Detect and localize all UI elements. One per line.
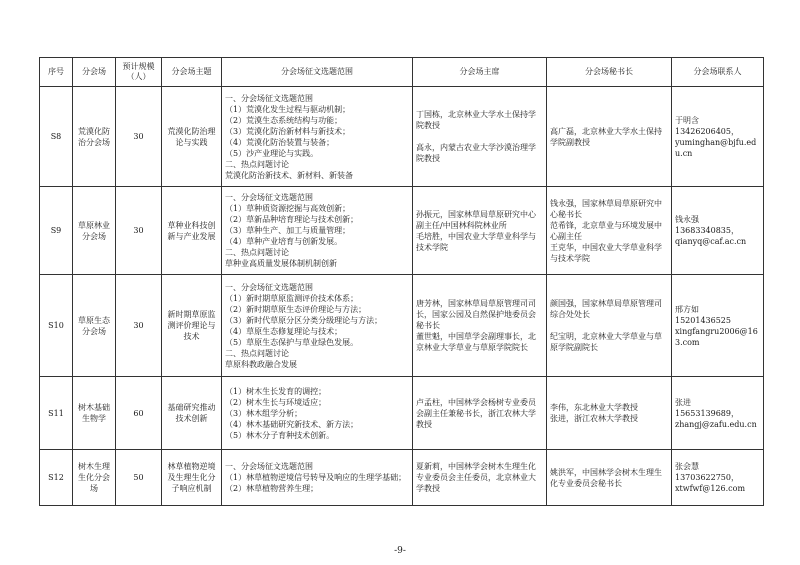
- scope-line: 草原科教政融合发展: [225, 359, 297, 369]
- secretary-entry: 高广磊，北京林业大学水土保持学院副教授: [550, 126, 662, 147]
- chair-cell: [413, 275, 547, 377]
- scope-line: （1）林草植物逆境信号转导及响应的生理学基础；: [225, 473, 407, 482]
- scope-cell: [222, 87, 413, 187]
- contact-phone: 13683340835，: [675, 226, 739, 235]
- scope-line: 二、热点问题讨论: [225, 348, 289, 358]
- header-row: [40, 58, 764, 87]
- secretary-cell: [547, 275, 672, 377]
- table-row: [40, 377, 764, 450]
- scope-line: （3）新时代草原分区分类分级理论与方法；: [225, 315, 383, 325]
- scope-line: （1）树木生长发育的调控；: [225, 386, 327, 396]
- contact-cell: [672, 275, 764, 377]
- row-number: S9: [40, 187, 73, 275]
- secretary-entry: 纪宝明，北京林业大学草业与草原学院副院长: [550, 332, 662, 352]
- contact-email: xtwfwf@126.com: [675, 484, 746, 493]
- scope-line: （5）林木分子育种技术创新。: [225, 430, 335, 440]
- row-number: S11: [40, 377, 73, 450]
- scope-line: （4）荒漠化防治装置与装备；: [225, 137, 335, 147]
- scope-cell: [222, 450, 413, 506]
- header-cell: 分会场主席: [413, 58, 547, 87]
- scope-line: （3）林木组学分析；: [225, 408, 303, 418]
- expected-size: 60: [116, 377, 162, 450]
- scope-line: 一、分会场征文选题范围: [225, 282, 313, 292]
- venue-theme: 林草植物逆境及生理生化分子响应机制: [162, 450, 222, 506]
- contact-name: 张进: [675, 397, 691, 407]
- scope-line: 一、分会场征文选题范围: [225, 462, 313, 471]
- contact-name: 邢方如: [675, 304, 699, 314]
- chair-entry: 董世魁，中国草学会副理事长，北京林业大学草业与草原学院院长: [416, 332, 536, 352]
- row-number: S10: [40, 275, 73, 377]
- contact-email: qianyq@caf.ac.cn: [675, 237, 747, 246]
- venue-name: 荒漠化防治分会场: [73, 87, 116, 187]
- contact-name: 钱永强: [675, 215, 699, 224]
- header-cell: 序号: [40, 58, 73, 87]
- scope-line: 二、热点问题讨论: [225, 159, 289, 169]
- venue-name: 草原生态分会场: [73, 275, 116, 377]
- chair-entry: 唐芳林，国家林草局草原管理司司长，国家公园及自然保护地委员会秘书长: [416, 299, 536, 330]
- venue-name: 树木基础生物学: [73, 377, 116, 450]
- expected-size: 30: [116, 275, 162, 377]
- contact-email: yuminghan@bjfu.edu.cn: [675, 137, 757, 158]
- scope-line: （5）沙产业理论与实践。: [225, 148, 319, 158]
- contact-phone: 15201436525: [675, 315, 731, 325]
- scope-line: 荒漠化防治新技术、新材料、新装备: [225, 170, 353, 180]
- contact-email: xingfangru2006@163.com: [675, 326, 758, 347]
- header-cell: 分会场征文选题范围: [222, 58, 413, 87]
- expected-size: 30: [116, 187, 162, 275]
- chair-cell: [413, 187, 547, 275]
- scope-line: （3）草种生产、加工与质量管理；: [225, 226, 351, 235]
- contact-name: 于明含: [675, 115, 699, 125]
- venue-table: [39, 57, 764, 506]
- chair-cell: [413, 87, 547, 187]
- secretary-cell: [547, 87, 672, 187]
- table-row: [40, 275, 764, 377]
- secretary-cell: [547, 377, 672, 450]
- venue-theme: 草种业科技创新与产业发展: [162, 187, 222, 275]
- scope-line: （2）林草植物营养生理；: [225, 484, 319, 493]
- header-cell: 分会场联系人: [672, 58, 764, 87]
- contact-phone: 15653139689，: [675, 408, 739, 418]
- scope-line: （2）草新品种培育理论与技术创新；: [225, 215, 359, 224]
- scope-line: （4）林木基础研究新技术、新方法；: [225, 419, 359, 429]
- contact-cell: [672, 87, 764, 187]
- venue-theme: 新时期草原监测评价理论与技术: [162, 275, 222, 377]
- scope-line: 一、分会场征文选题范围: [225, 193, 313, 202]
- chair-entry: 卢孟柱，中国林学会杨树专业委员会副主任兼秘书长，浙江农林大学教授: [416, 397, 536, 429]
- scope-line: （1）草种质资源挖掘与高效创新；: [225, 204, 351, 213]
- scope-line: （4）草原生态修复理论与技术；: [225, 326, 343, 336]
- scope-cell: [222, 187, 413, 275]
- chair-entry: 丁国栋，北京林业大学水土保持学院教授: [416, 110, 536, 130]
- scope-line: 二、热点问题讨论: [225, 248, 289, 257]
- secretary-entry: 钱永强，国家林草局草原研究中心秘书长: [550, 198, 662, 219]
- chair-entry: 夏新莉，中国林学会树木生理生化专业委员会主任委员，北京林业大学教授: [416, 462, 536, 493]
- scope-line: （2）树木生长与环境适应；: [225, 397, 327, 407]
- header-cell: 分会场: [73, 58, 116, 87]
- scope-line: 一、分会场征文选题范围: [225, 93, 313, 103]
- chair-cell: [413, 450, 547, 506]
- contact-cell: [672, 450, 764, 506]
- row-number: S8: [40, 87, 73, 187]
- expected-size: 50: [116, 450, 162, 506]
- secretary-entry: 张进，浙江农林大学教授: [550, 414, 638, 423]
- contact-cell: [672, 377, 764, 450]
- contact-phone: 13703622750，: [675, 473, 739, 482]
- scope-line: （2）荒漠生态系统结构与功能；: [225, 115, 343, 125]
- contact-name: 张会慧: [675, 462, 699, 471]
- secretary-entry: 姚洪军，中国林学会树木生理生化专业委员会秘书长: [550, 467, 662, 488]
- secretary-entry: 李伟，东北林业大学教授: [550, 403, 638, 412]
- table-row: [40, 87, 764, 187]
- scope-cell: [222, 377, 413, 450]
- contact-cell: [672, 187, 764, 275]
- expected-size: 30: [116, 87, 162, 187]
- venue-theme: 基础研究推动技术创新: [162, 377, 222, 450]
- venue-name: 草原林业分会场: [73, 187, 116, 275]
- scope-cell: [222, 275, 413, 377]
- chair-cell: [413, 377, 547, 450]
- header-cell: 分会场秘书长: [547, 58, 672, 87]
- scope-line: 草种业高质量发展体制机制创新: [225, 259, 337, 268]
- chair-entry: 高永，内蒙古农业大学沙漠治理学院教授: [416, 143, 536, 163]
- chair-entry: 毛培胜，中国农业大学草业科学与技术学院: [416, 231, 536, 252]
- secretary-entry: 颜国强，国家林草局草原管理司综合处处长: [550, 299, 662, 319]
- page-number: -9-: [394, 546, 406, 556]
- contact-email: zhangj@zafu.edu.cn: [675, 419, 757, 429]
- venue-name: 树木生理生化分会场: [73, 450, 116, 506]
- table-row: [40, 450, 764, 506]
- table-row: [40, 187, 764, 275]
- secretary-entry: 范希锋，北京草业与环境发展中心副主任: [550, 220, 662, 241]
- row-number: S12: [40, 450, 73, 506]
- scope-line: （5）草原生态保护与草业绿色发展。: [225, 337, 359, 347]
- secretary-entry: 王克华，中国农业大学草业科学与技术学院: [550, 242, 662, 263]
- secretary-cell: [547, 450, 672, 506]
- chair-entry: 孙振元，国家林草局草原研究中心副主任/中国林科院林业所: [416, 209, 536, 230]
- scope-line: （3）荒漠化防治新材料与新技术；: [225, 126, 351, 136]
- scope-line: （1）新时期草原监测评价技术体系；: [225, 293, 359, 303]
- venue-theme: 荒漠化防治理论与实践: [162, 87, 222, 187]
- scope-line: （1）荒漠化发生过程与驱动机制；: [225, 104, 351, 114]
- secretary-cell: [547, 187, 672, 275]
- header-cell: 分会场主题: [162, 58, 222, 87]
- contact-phone: 13426206405，: [675, 126, 739, 136]
- header-cell: 预计规模（人）: [116, 58, 162, 87]
- scope-line: （4）草种产业培育与创新发展。: [225, 237, 343, 246]
- scope-line: （2）新时期草原生态评价理论与方法；: [225, 304, 367, 314]
